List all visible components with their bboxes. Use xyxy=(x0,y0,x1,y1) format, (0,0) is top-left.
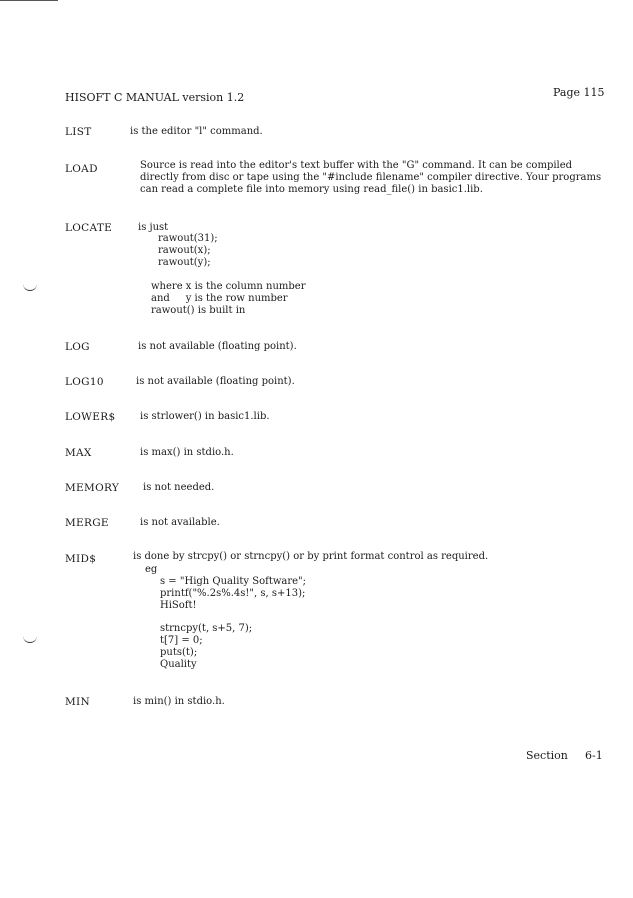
keyword-list: LIST xyxy=(65,126,92,138)
keyword-max: MAX xyxy=(65,447,92,459)
code-line: puts(t); xyxy=(160,647,198,658)
code-line: printf("%.2s%.4s!", s, s+13); xyxy=(160,588,306,599)
keyword-locate: LOCATE xyxy=(65,222,113,234)
code-line: Quality xyxy=(160,659,197,670)
mid-eg-label: eg xyxy=(145,564,158,575)
mid-code-example-1 xyxy=(160,576,306,612)
manual-title: HISOFT C MANUAL version 1.2 xyxy=(65,91,245,104)
footer-section-label: Section xyxy=(526,749,568,762)
mid-code-example-2 xyxy=(160,623,252,671)
code-line: s = "High Quality Software"; xyxy=(160,576,307,587)
margin-mark xyxy=(23,636,37,643)
desc-memory: is not needed. xyxy=(143,482,215,493)
desc-load xyxy=(140,160,601,196)
desc-locate-intro: is just xyxy=(138,222,169,233)
desc-list: is the editor "l" command. xyxy=(130,126,263,137)
code-line: t[7] = 0; xyxy=(160,635,203,646)
keyword-min: MIN xyxy=(65,696,90,708)
locate-code xyxy=(158,233,218,269)
desc-mid: is done by strcpy() or strncpy() or by print format control as required. xyxy=(133,551,489,562)
keyword-memory: MEMORY xyxy=(65,482,120,494)
desc-min: is min() in stdio.h. xyxy=(133,696,225,707)
desc-load-line: directly from disc or tape using the "#include filename" compiler directive. Your programs xyxy=(140,172,602,183)
desc-max: is max() in stdio.h. xyxy=(140,447,234,458)
keyword-log10: LOG10 xyxy=(65,376,104,388)
code-line: rawout(31); xyxy=(158,233,218,244)
keyword-merge: MERGE xyxy=(65,517,109,529)
keyword-mid: MID$ xyxy=(65,553,97,565)
desc-load-line: can read a complete file into memory using read_file() in basic1.lib. xyxy=(140,184,483,195)
keyword-load: LOAD xyxy=(65,163,98,175)
keyword-log: LOG xyxy=(65,341,90,353)
locate-notes xyxy=(151,281,306,317)
scan-edge-line xyxy=(0,0,58,1)
desc-merge: is not available. xyxy=(140,517,220,528)
code-line: rawout(y); xyxy=(158,257,211,268)
code-line: rawout(x); xyxy=(158,245,211,256)
note-line: and y is the row number xyxy=(151,293,288,304)
page-number: Page 115 xyxy=(553,86,605,99)
margin-mark xyxy=(23,284,37,291)
desc-lower: is strlower() in basic1.lib. xyxy=(140,411,270,422)
footer-section-number: 6-1 xyxy=(585,749,603,762)
desc-log10: is not available (floating point). xyxy=(136,376,295,387)
note-line: rawout() is built in xyxy=(151,305,246,316)
keyword-lower: LOWER$ xyxy=(65,411,116,423)
code-line: strncpy(t, s+5, 7); xyxy=(160,623,253,634)
desc-load-line: Source is read into the editor's text buffer with the "G" command. It can be compiled xyxy=(140,160,573,171)
code-line: HiSoft! xyxy=(160,600,197,611)
note-line: where x is the column number xyxy=(151,281,306,292)
desc-log: is not available (floating point). xyxy=(138,341,297,352)
